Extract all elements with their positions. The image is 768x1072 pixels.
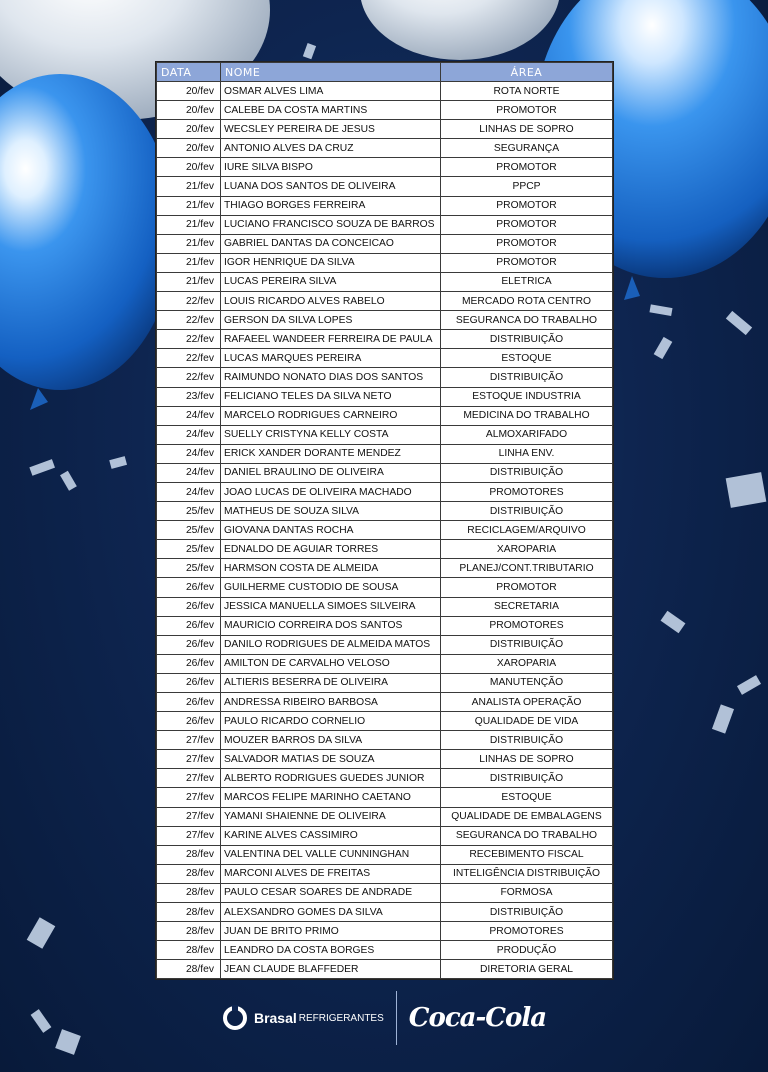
table-row — [157, 368, 613, 387]
cell-date: 28/fev — [157, 922, 221, 941]
table-row — [157, 616, 613, 635]
cell-area: PROMOTOR — [441, 253, 613, 272]
table-row — [157, 215, 613, 234]
cell-name: ERICK XANDER DORANTE MENDEZ — [221, 444, 441, 463]
cell-area: DISTRIBUIÇÃO — [441, 368, 613, 387]
cell-area: SEGURANCA DO TRABALHO — [441, 826, 613, 845]
cell-name: LUCAS PEREIRA SILVA — [221, 272, 441, 291]
cell-date: 21/fev — [157, 196, 221, 215]
table-row — [157, 654, 613, 673]
cell-name: WECSLEY PEREIRA DE JESUS — [221, 120, 441, 139]
cell-name: THIAGO BORGES FERREIRA — [221, 196, 441, 215]
cell-area: ELETRICA — [441, 272, 613, 291]
confetti-piece — [726, 311, 752, 335]
table-row — [157, 540, 613, 559]
confetti-piece — [60, 471, 77, 491]
cell-name: LOUIS RICARDO ALVES RABELO — [221, 292, 441, 311]
cell-area: MEDICINA DO TRABALHO — [441, 406, 613, 425]
cell-area: MERCADO ROTA CENTRO — [441, 292, 613, 311]
confetti-piece — [29, 459, 55, 476]
cell-area: XAROPARIA — [441, 654, 613, 673]
cell-name: ALBERTO RODRIGUES GUEDES JUNIOR — [221, 769, 441, 788]
cell-area: FORMOSA — [441, 883, 613, 902]
cell-name: MOUZER BARROS DA SILVA — [221, 731, 441, 750]
cell-area: INTELIGÊNCIA DISTRIBUIÇÃO — [441, 864, 613, 883]
birthday-table-sheet — [155, 61, 614, 980]
footer-divider — [396, 991, 397, 1045]
cell-name: LUANA DOS SANTOS DE OLIVEIRA — [221, 177, 441, 196]
cell-date: 22/fev — [157, 292, 221, 311]
table-row — [157, 463, 613, 482]
cell-area: QUALIDADE DE VIDA — [441, 712, 613, 731]
cell-name: PAULO RICARDO CORNELIO — [221, 712, 441, 731]
cell-date: 21/fev — [157, 177, 221, 196]
cell-area: LINHAS DE SOPRO — [441, 750, 613, 769]
table-row — [157, 502, 613, 521]
cell-name: LUCAS MARQUES PEREIRA — [221, 349, 441, 368]
cell-date: 26/fev — [157, 712, 221, 731]
table-row — [157, 82, 613, 101]
cell-date: 27/fev — [157, 788, 221, 807]
cell-name: RAIMUNDO NONATO DIAS DOS SANTOS — [221, 368, 441, 387]
cell-area: ROTA NORTE — [441, 82, 613, 101]
cell-name: LUCIANO FRANCISCO SOUZA DE BARROS — [221, 215, 441, 234]
cell-date: 22/fev — [157, 349, 221, 368]
cell-date: 20/fev — [157, 139, 221, 158]
cell-name: JOAO LUCAS DE OLIVEIRA MACHADO — [221, 482, 441, 501]
confetti-piece — [726, 472, 767, 508]
cell-date: 20/fev — [157, 120, 221, 139]
cell-name: GERSON DA SILVA LOPES — [221, 311, 441, 330]
cell-name: JESSICA MANUELLA SIMOES SILVEIRA — [221, 597, 441, 616]
cell-name: RAFAEEL WANDEER FERREIRA DE PAULA — [221, 330, 441, 349]
cell-area: XAROPARIA — [441, 540, 613, 559]
cell-name: LEANDRO DA COSTA BORGES — [221, 941, 441, 960]
table-row — [157, 635, 613, 654]
coca-cola-logo: Coca-Cola — [408, 1003, 547, 1033]
cell-date: 25/fev — [157, 502, 221, 521]
cell-name: ANDRESSA RIBEIRO BARBOSA — [221, 693, 441, 712]
cell-name: MATHEUS DE SOUZA SILVA — [221, 502, 441, 521]
table-row — [157, 406, 613, 425]
cell-name: GABRIEL DANTAS DA CONCEICAO — [221, 234, 441, 253]
cell-date: 28/fev — [157, 883, 221, 902]
cell-date: 25/fev — [157, 540, 221, 559]
table-row — [157, 769, 613, 788]
cell-date: 26/fev — [157, 654, 221, 673]
table-row — [157, 578, 613, 597]
cell-area: PROMOTOR — [441, 578, 613, 597]
cell-area: MANUTENÇÃO — [441, 673, 613, 692]
cell-date: 28/fev — [157, 960, 221, 979]
table-row — [157, 883, 613, 902]
cell-date: 27/fev — [157, 807, 221, 826]
cell-name: KARINE ALVES CASSIMIRO — [221, 826, 441, 845]
table-row — [157, 120, 613, 139]
cell-area: ESTOQUE — [441, 788, 613, 807]
cell-date: 27/fev — [157, 731, 221, 750]
cell-name: AMILTON DE CARVALHO VELOSO — [221, 654, 441, 673]
cell-date: 28/fev — [157, 845, 221, 864]
cell-area: ANALISTA OPERAÇÃO — [441, 693, 613, 712]
cell-date: 24/fev — [157, 444, 221, 463]
cell-date: 22/fev — [157, 368, 221, 387]
cell-area: PROMOTOR — [441, 101, 613, 120]
cell-area: PROMOTORES — [441, 482, 613, 501]
cell-date: 26/fev — [157, 635, 221, 654]
cell-name: GUILHERME CUSTODIO DE SOUSA — [221, 578, 441, 597]
cell-name: SALVADOR MATIAS DE SOUZA — [221, 750, 441, 769]
cell-name: VALENTINA DEL VALLE CUNNINGHAN — [221, 845, 441, 864]
cell-date: 20/fev — [157, 158, 221, 177]
cell-area: DISTRIBUIÇÃO — [441, 330, 613, 349]
column-header-name: NOME — [221, 63, 441, 82]
cell-date: 25/fev — [157, 559, 221, 578]
cell-date: 21/fev — [157, 215, 221, 234]
cell-date: 26/fev — [157, 673, 221, 692]
table-row — [157, 788, 613, 807]
cell-date: 27/fev — [157, 826, 221, 845]
cell-name: SUELLY CRISTYNA KELLY COSTA — [221, 425, 441, 444]
cell-name: MARCONI ALVES DE FREITAS — [221, 864, 441, 883]
cell-area: DIRETORIA GERAL — [441, 960, 613, 979]
cell-date: 24/fev — [157, 463, 221, 482]
table-row — [157, 864, 613, 883]
silver-balloon-center — [360, 0, 560, 60]
cell-area: PROMOTOR — [441, 215, 613, 234]
cell-date: 20/fev — [157, 82, 221, 101]
brasal-name: Brasal — [253, 1010, 297, 1026]
cell-area: PPCP — [441, 177, 613, 196]
cell-area: ALMOXARIFADO — [441, 425, 613, 444]
cell-area: PROMOTORES — [441, 922, 613, 941]
table-row — [157, 292, 613, 311]
cell-name: JUAN DE BRITO PRIMO — [221, 922, 441, 941]
cell-date: 28/fev — [157, 941, 221, 960]
table-row — [157, 826, 613, 845]
confetti-piece — [27, 917, 56, 949]
cell-name: IURE SILVA BISPO — [221, 158, 441, 177]
cell-name: HARMSON COSTA DE ALMEIDA — [221, 559, 441, 578]
brasal-ring-icon — [222, 1005, 248, 1031]
table-row — [157, 425, 613, 444]
cell-area: PROMOTOR — [441, 234, 613, 253]
cell-area: DISTRIBUIÇÃO — [441, 463, 613, 482]
cell-date: 27/fev — [157, 769, 221, 788]
table-row — [157, 272, 613, 291]
cell-date: 28/fev — [157, 903, 221, 922]
cell-area: DISTRIBUIÇÃO — [441, 502, 613, 521]
cell-date: 24/fev — [157, 482, 221, 501]
table-row — [157, 559, 613, 578]
cell-date: 23/fev — [157, 387, 221, 406]
cell-area: LINHA ENV. — [441, 444, 613, 463]
confetti-piece — [737, 675, 761, 695]
cell-date: 22/fev — [157, 311, 221, 330]
cell-area: RECICLAGEM/ARQUIVO — [441, 521, 613, 540]
cell-name: OSMAR ALVES LIMA — [221, 82, 441, 101]
cell-area: SEGURANÇA — [441, 139, 613, 158]
cell-date: 26/fev — [157, 597, 221, 616]
cell-name: ALEXSANDRO GOMES DA SILVA — [221, 903, 441, 922]
cell-date: 26/fev — [157, 616, 221, 635]
cell-area: PROMOTORES — [441, 616, 613, 635]
cell-date: 21/fev — [157, 234, 221, 253]
cell-date: 27/fev — [157, 750, 221, 769]
cell-name: DANILO RODRIGUES DE ALMEIDA MATOS — [221, 635, 441, 654]
cell-area: DISTRIBUIÇÃO — [441, 903, 613, 922]
cell-date: 26/fev — [157, 578, 221, 597]
confetti-piece — [303, 43, 316, 59]
cell-name: YAMANI SHAIENNE DE OLIVEIRA — [221, 807, 441, 826]
cell-date: 26/fev — [157, 693, 221, 712]
table-row — [157, 139, 613, 158]
confetti-piece — [109, 456, 127, 469]
table-row — [157, 731, 613, 750]
cell-area: DISTRIBUIÇÃO — [441, 731, 613, 750]
cell-area: QUALIDADE DE EMBALAGENS — [441, 807, 613, 826]
cell-area: PROMOTOR — [441, 158, 613, 177]
cell-area: SECRETARIA — [441, 597, 613, 616]
cell-name: PAULO CESAR SOARES DE ANDRADE — [221, 883, 441, 902]
table-row — [157, 960, 613, 979]
confetti-piece — [649, 304, 672, 316]
cell-area: ESTOQUE — [441, 349, 613, 368]
cell-name: CALEBE DA COSTA MARTINS — [221, 101, 441, 120]
cell-date: 24/fev — [157, 425, 221, 444]
cell-name: GIOVANA DANTAS ROCHA — [221, 521, 441, 540]
cell-area: SEGURANCA DO TRABALHO — [441, 311, 613, 330]
cell-area: ESTOQUE INDUSTRIA — [441, 387, 613, 406]
confetti-piece — [661, 611, 686, 633]
table-row — [157, 196, 613, 215]
cell-name: DANIEL BRAULINO DE OLIVEIRA — [221, 463, 441, 482]
table-row — [157, 101, 613, 120]
cell-name: EDNALDO DE AGUIAR TORRES — [221, 540, 441, 559]
blue-balloon-left-knot — [30, 388, 48, 410]
table-body — [157, 82, 613, 979]
cell-name: IGOR HENRIQUE DA SILVA — [221, 253, 441, 272]
blue-balloon-right-knot — [624, 276, 640, 300]
brasal-logo — [222, 1005, 384, 1031]
cell-area: RECEBIMENTO FISCAL — [441, 845, 613, 864]
cell-date: 21/fev — [157, 272, 221, 291]
cell-date: 24/fev — [157, 406, 221, 425]
table-row — [157, 330, 613, 349]
cell-date: 25/fev — [157, 521, 221, 540]
cell-area: PROMOTOR — [441, 196, 613, 215]
cell-name: FELICIANO TELES DA SILVA NETO — [221, 387, 441, 406]
table-row — [157, 941, 613, 960]
cell-name: ANTONIO ALVES DA CRUZ — [221, 139, 441, 158]
footer-logos — [0, 990, 768, 1046]
table-row — [157, 693, 613, 712]
cell-name: MAURICIO CORREIRA DOS SANTOS — [221, 616, 441, 635]
table-row — [157, 712, 613, 731]
cell-date: 22/fev — [157, 330, 221, 349]
column-header-area: ÁREA — [441, 63, 613, 82]
cell-date: 20/fev — [157, 101, 221, 120]
cell-area: LINHAS DE SOPRO — [441, 120, 613, 139]
table-row — [157, 253, 613, 272]
confetti-piece — [712, 704, 734, 733]
table-row — [157, 597, 613, 616]
cell-name: ALTIERIS BESERRA DE OLIVEIRA — [221, 673, 441, 692]
table-row — [157, 177, 613, 196]
table-row — [157, 521, 613, 540]
table-row — [157, 922, 613, 941]
column-header-date: DATA — [157, 63, 221, 82]
cell-name: MARCELO RODRIGUES CARNEIRO — [221, 406, 441, 425]
table-row — [157, 444, 613, 463]
table-row — [157, 845, 613, 864]
birthday-table — [156, 62, 613, 979]
confetti-piece — [654, 337, 673, 359]
brasal-subtitle: REFRIGERANTES — [298, 1012, 384, 1024]
cell-date: 28/fev — [157, 864, 221, 883]
table-row — [157, 482, 613, 501]
cell-area: DISTRIBUIÇÃO — [441, 635, 613, 654]
table-row — [157, 903, 613, 922]
table-row — [157, 750, 613, 769]
table-header-row — [157, 63, 613, 82]
cell-area: PLANEJ/CONT.TRIBUTARIO — [441, 559, 613, 578]
table-row — [157, 387, 613, 406]
cell-name: JEAN CLAUDE BLAFFEDER — [221, 960, 441, 979]
table-row — [157, 807, 613, 826]
cell-date: 21/fev — [157, 253, 221, 272]
cell-area: DISTRIBUIÇÃO — [441, 769, 613, 788]
cell-name: MARCOS FELIPE MARINHO CAETANO — [221, 788, 441, 807]
cell-area: PRODUÇÃO — [441, 941, 613, 960]
table-row — [157, 158, 613, 177]
table-row — [157, 349, 613, 368]
table-row — [157, 234, 613, 253]
table-row — [157, 673, 613, 692]
table-row — [157, 311, 613, 330]
blue-balloon-left — [0, 74, 175, 390]
